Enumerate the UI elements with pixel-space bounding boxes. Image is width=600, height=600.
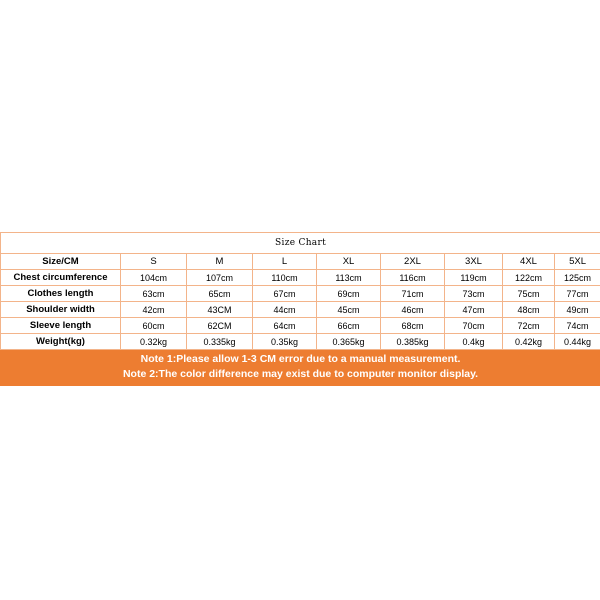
header-label: Size/CM (1, 254, 121, 270)
table-cell: 104cm (121, 270, 187, 286)
size-header: 2XL (381, 254, 445, 270)
size-header: S (121, 254, 187, 270)
notes-row (1, 350, 600, 386)
table-cell: 66cm (317, 318, 381, 334)
table-cell: 46cm (381, 302, 445, 318)
notes-banner (1, 350, 600, 386)
table-row (1, 270, 600, 286)
table-row (1, 334, 600, 350)
table-cell: 0.32kg (121, 334, 187, 350)
table-cell: 0.35kg (253, 334, 317, 350)
table-cell: 0.365kg (317, 334, 381, 350)
table-cell: 113cm (317, 270, 381, 286)
table-cell: 67cm (253, 286, 317, 302)
table-cell: 110cm (253, 270, 317, 286)
table-cell: 42cm (121, 302, 187, 318)
table-cell: 62CM (187, 318, 253, 334)
table-cell: 64cm (253, 318, 317, 334)
table-cell: 0.44kg (555, 334, 600, 350)
size-header: L (253, 254, 317, 270)
table-cell: 70cm (445, 318, 503, 334)
row-label: Chest circumference (1, 270, 121, 286)
table-cell: 74cm (555, 318, 600, 334)
table-cell: 77cm (555, 286, 600, 302)
table-row (1, 318, 600, 334)
size-table (0, 232, 600, 386)
note-1: Note 1:Please allow 1-3 CM error due to a manual measurement. (140, 353, 461, 365)
table-cell: 0.4kg (445, 334, 503, 350)
table-cell: 71cm (381, 286, 445, 302)
table-cell: 116cm (381, 270, 445, 286)
chart-title: Size Chart (1, 233, 600, 254)
header-row (1, 254, 600, 270)
table-cell: 69cm (317, 286, 381, 302)
table-cell: 75cm (503, 286, 555, 302)
size-header: 5XL (555, 254, 600, 270)
size-header: 3XL (445, 254, 503, 270)
table-cell: 119cm (445, 270, 503, 286)
table-cell: 68cm (381, 318, 445, 334)
table-cell: 43CM (187, 302, 253, 318)
size-header: M (187, 254, 253, 270)
table-cell: 0.385kg (381, 334, 445, 350)
table-cell: 49cm (555, 302, 600, 318)
table-cell: 0.335kg (187, 334, 253, 350)
note-2: Note 2:The color difference may exist due to computer monitor display. (122, 368, 479, 380)
table-cell: 44cm (253, 302, 317, 318)
table-cell: 0.42kg (503, 334, 555, 350)
row-label: Shoulder width (1, 302, 121, 318)
size-header: XL (317, 254, 381, 270)
table-cell: 125cm (555, 270, 600, 286)
table-cell: 73cm (445, 286, 503, 302)
size-chart (0, 232, 600, 386)
table-cell: 107cm (187, 270, 253, 286)
table-cell: 47cm (445, 302, 503, 318)
table-row (1, 286, 600, 302)
table-cell: 45cm (317, 302, 381, 318)
table-cell: 48cm (503, 302, 555, 318)
row-label: Weight(kg) (1, 334, 121, 350)
table-cell: 72cm (503, 318, 555, 334)
table-row (1, 302, 600, 318)
row-label: Clothes length (1, 286, 121, 302)
table-cell: 63cm (121, 286, 187, 302)
table-cell: 60cm (121, 318, 187, 334)
table-cell: 122cm (503, 270, 555, 286)
table-cell: 65cm (187, 286, 253, 302)
row-label: Sleeve length (1, 318, 121, 334)
size-header: 4XL (503, 254, 555, 270)
